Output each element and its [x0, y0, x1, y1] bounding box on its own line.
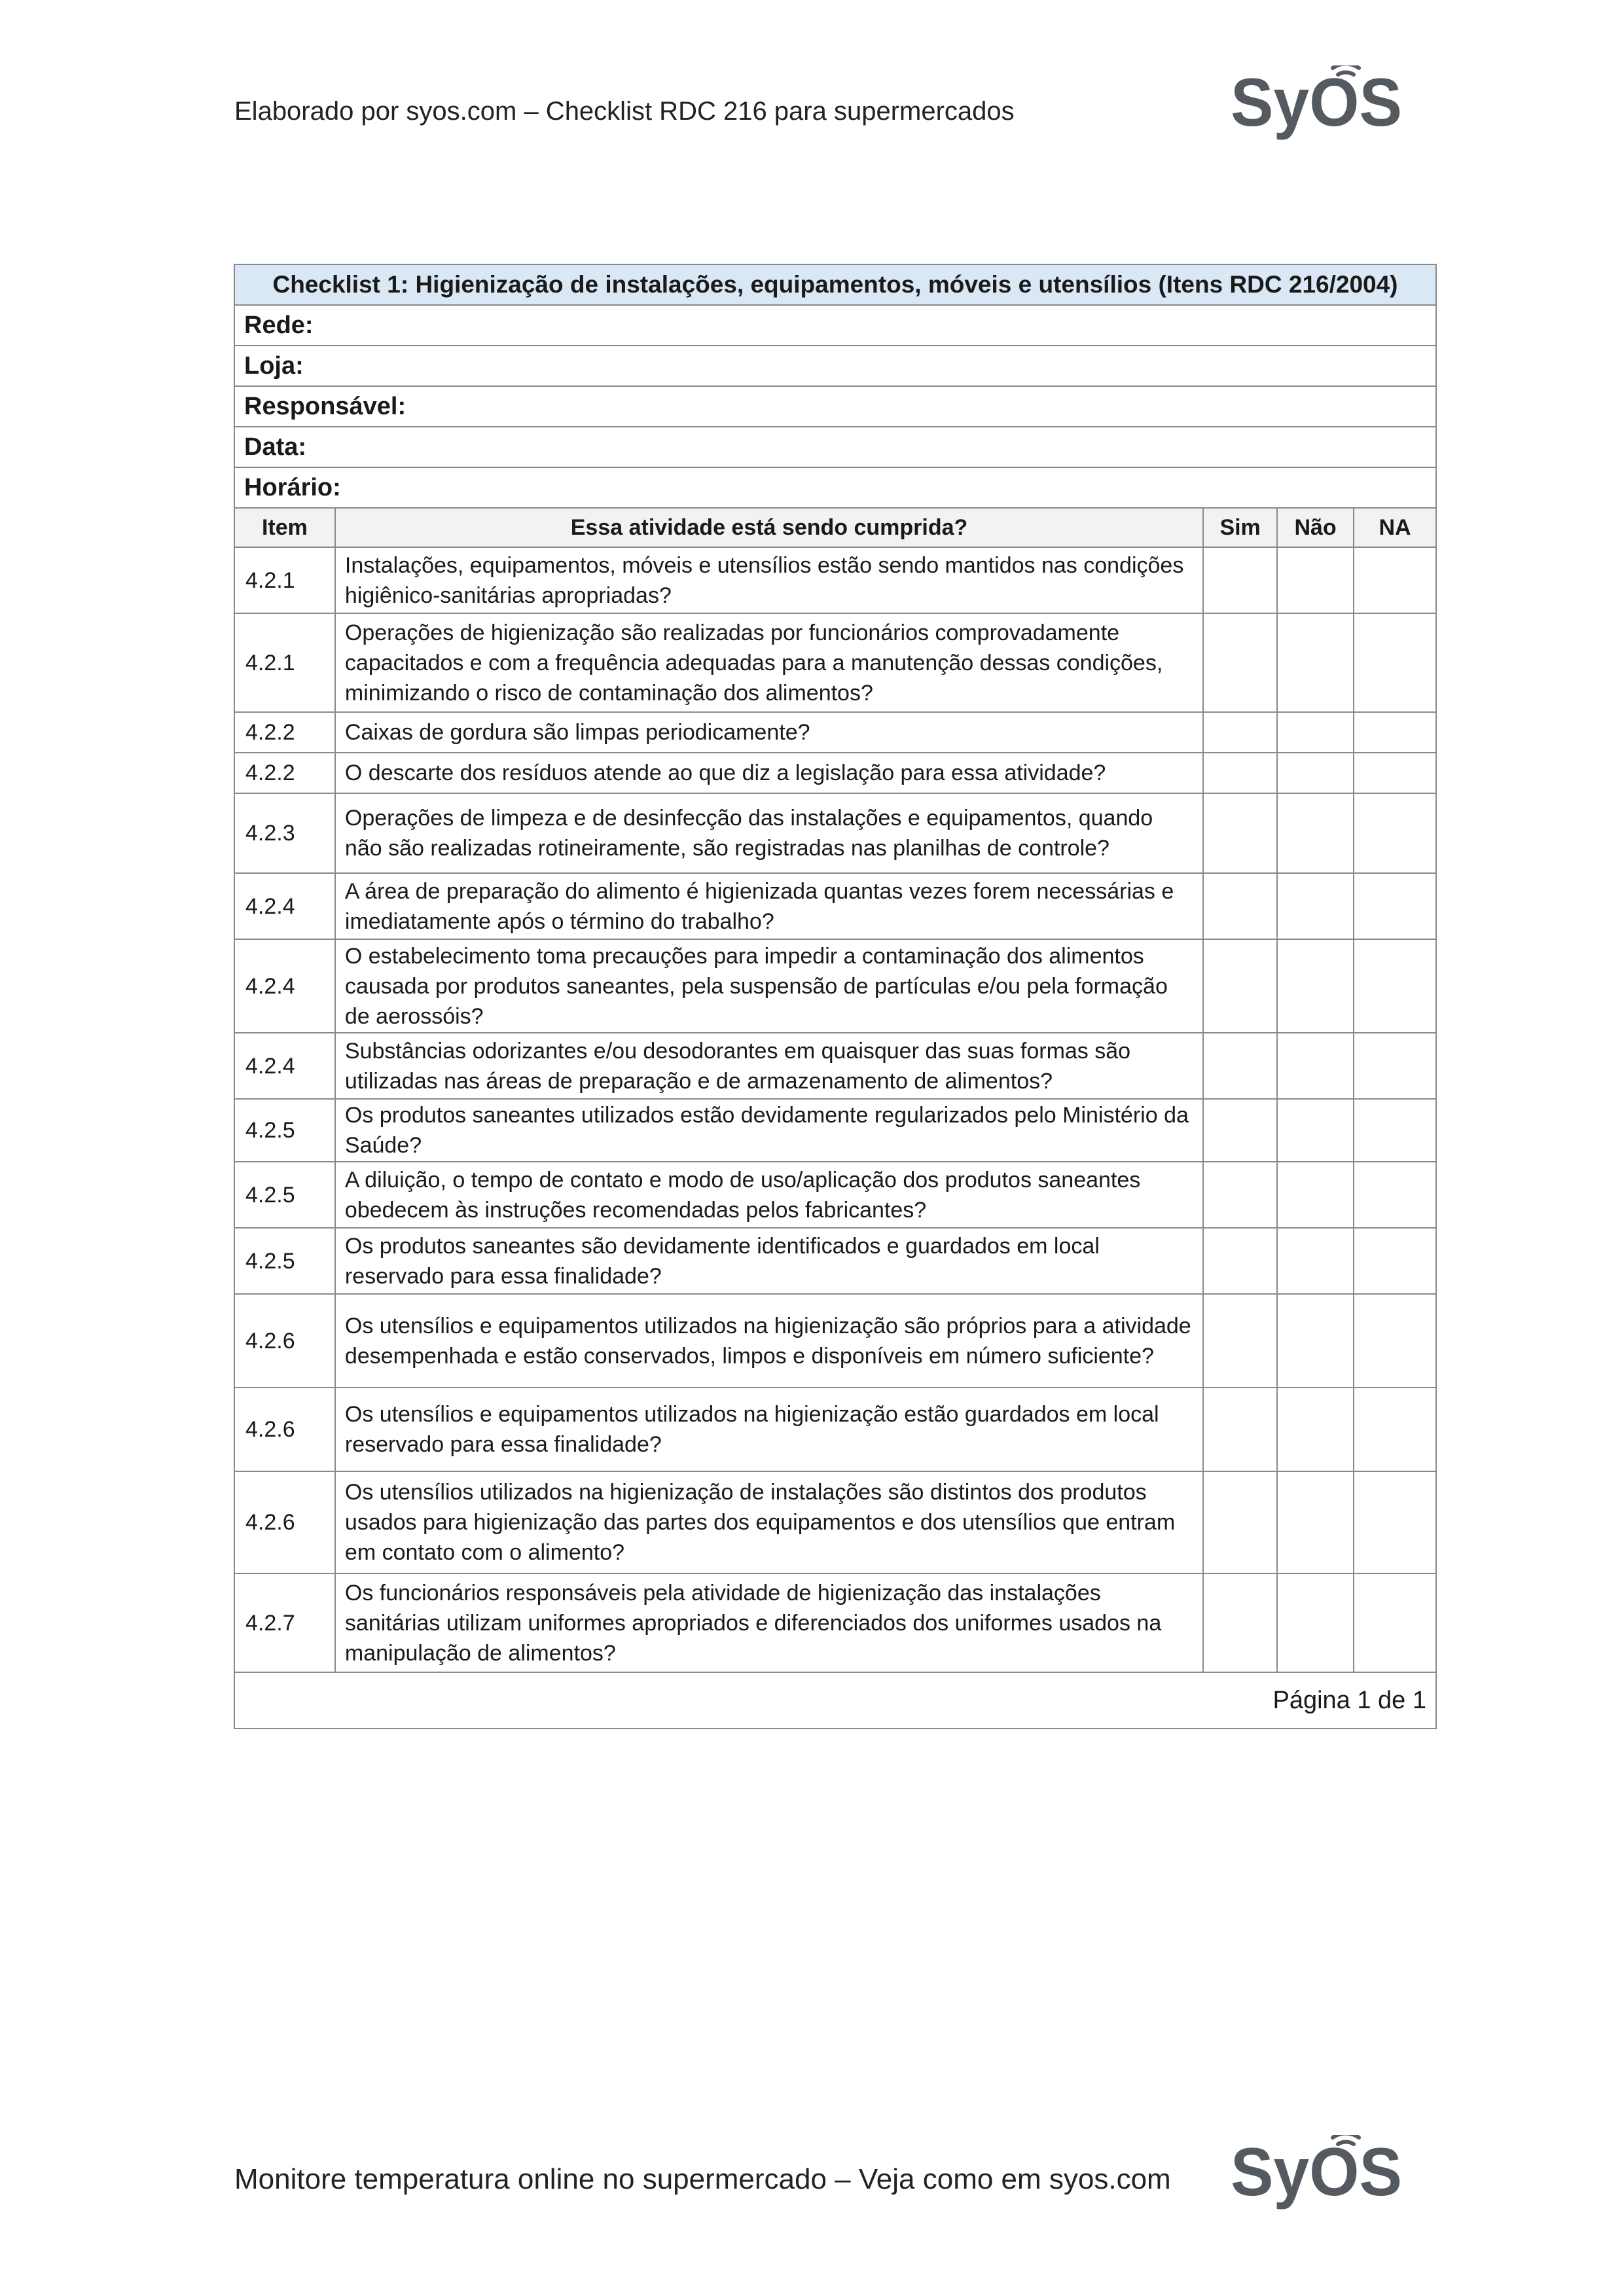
item-question: O descarte dos resíduos atende ao que diz a legislação para essa atividade? [335, 753, 1203, 793]
item-question: Operações de limpeza e de desinfecção das instalações e equipamentos, quando não são realizadas rotineiramente, são registradas nas planilhas de controle? [335, 793, 1203, 873]
field-loja[interactable]: Loja: [234, 346, 1436, 386]
col-item-header: Item [234, 508, 335, 547]
item-question: Os utensílios e equipamentos utilizados na higienização estão guardados em local reservado para essa finalidade? [335, 1388, 1203, 1471]
answer-cell-na[interactable] [1354, 712, 1436, 753]
answer-cell-sim[interactable] [1203, 1162, 1277, 1228]
table-row [234, 753, 1436, 793]
answer-cell-nao[interactable] [1277, 873, 1354, 939]
field-data[interactable]: Data: [234, 427, 1436, 467]
page-number-row [234, 1672, 1436, 1729]
answer-cell-sim[interactable] [1203, 939, 1277, 1033]
answer-cell-sim[interactable] [1203, 547, 1277, 613]
table-row [234, 547, 1436, 613]
footer-text: Monitore temperatura online no supermercado – Veja como em syos.com [234, 2163, 1171, 2195]
answer-cell-nao[interactable] [1277, 1388, 1354, 1471]
answer-cell-na[interactable] [1354, 1388, 1436, 1471]
item-question: Caixas de gordura são limpas periodicamente? [335, 712, 1203, 753]
table-row [234, 1099, 1436, 1162]
answer-cell-na[interactable] [1354, 547, 1436, 613]
answer-cell-nao[interactable] [1277, 1573, 1354, 1672]
answer-cell-nao[interactable] [1277, 1294, 1354, 1388]
table-row [234, 873, 1436, 939]
item-question: A área de preparação do alimento é higienizada quantas vezes forem necessárias e imediatamente após o término do trabalho? [335, 873, 1203, 939]
table-row [234, 1573, 1436, 1672]
col-nao-header: Não [1277, 508, 1354, 547]
answer-cell-na[interactable] [1354, 939, 1436, 1033]
answer-cell-sim[interactable] [1203, 1388, 1277, 1471]
answer-cell-na[interactable] [1354, 753, 1436, 793]
answer-cell-na[interactable] [1354, 1294, 1436, 1388]
answer-cell-sim[interactable] [1203, 1471, 1277, 1573]
item-code: 4.2.4 [234, 1033, 335, 1099]
item-code: 4.2.6 [234, 1471, 335, 1573]
table-row [234, 1471, 1436, 1573]
answer-cell-na[interactable] [1354, 793, 1436, 873]
answer-cell-nao[interactable] [1277, 1099, 1354, 1162]
checklist-table [234, 264, 1437, 1729]
field-row-responsavel [234, 386, 1436, 427]
item-question: Os utensílios utilizados na higienização de instalações são distintos dos produtos usados para higienização das partes dos equipamentos e dos utensílios que entram em contato com o alimento? [335, 1471, 1203, 1573]
item-code: 4.2.2 [234, 753, 335, 793]
answer-cell-sim[interactable] [1203, 613, 1277, 712]
item-code: 4.2.2 [234, 712, 335, 753]
item-code: 4.2.5 [234, 1228, 335, 1294]
table-row [234, 1162, 1436, 1228]
table-row [234, 939, 1436, 1033]
item-code: 4.2.3 [234, 793, 335, 873]
answer-cell-sim[interactable] [1203, 1099, 1277, 1162]
item-question: Os produtos saneantes utilizados estão devidamente regularizados pelo Ministério da Saúde? [335, 1099, 1203, 1162]
logo-text: SyOS [1231, 65, 1402, 141]
item-code: 4.2.1 [234, 613, 335, 712]
answer-cell-nao[interactable] [1277, 1162, 1354, 1228]
table-row [234, 1033, 1436, 1099]
table-row [234, 613, 1436, 712]
table-row [234, 1388, 1436, 1471]
answer-cell-na[interactable] [1354, 873, 1436, 939]
answer-cell-na[interactable] [1354, 1162, 1436, 1228]
answer-cell-na[interactable] [1354, 1099, 1436, 1162]
answer-cell-nao[interactable] [1277, 613, 1354, 712]
answer-cell-nao[interactable] [1277, 753, 1354, 793]
checklist-title-row [234, 264, 1436, 305]
answer-cell-sim[interactable] [1203, 1573, 1277, 1672]
page-number: Página 1 de 1 [234, 1672, 1436, 1729]
answer-cell-na[interactable] [1354, 1471, 1436, 1573]
answer-cell-sim[interactable] [1203, 1294, 1277, 1388]
field-horario[interactable]: Horário: [234, 467, 1436, 508]
item-question: Os produtos saneantes são devidamente identificados e guardados em local reservado para essa finalidade? [335, 1228, 1203, 1294]
field-row-horario [234, 467, 1436, 508]
answer-cell-nao[interactable] [1277, 1033, 1354, 1099]
column-header-row [234, 508, 1436, 547]
table-row [234, 1228, 1436, 1294]
answer-cell-nao[interactable] [1277, 1471, 1354, 1573]
item-code: 4.2.5 [234, 1162, 335, 1228]
item-question: Os funcionários responsáveis pela atividade de higienização das instalações sanitárias utilizam uniformes apropriados e diferenciados dos uniformes usados na manipulação de alimentos? [335, 1573, 1203, 1672]
answer-cell-na[interactable] [1354, 1033, 1436, 1099]
header-text: Elaborado por syos.com – Checklist RDC 216 para supermercados [234, 97, 1015, 126]
item-question: A diluição, o tempo de contato e modo de uso/aplicação dos produtos saneantes obedecem às instruções recomendadas pelos fabricantes? [335, 1162, 1203, 1228]
answer-cell-sim[interactable] [1203, 753, 1277, 793]
table-row [234, 793, 1436, 873]
item-code: 4.2.1 [234, 547, 335, 613]
item-code: 4.2.4 [234, 873, 335, 939]
syos-logo-footer [1231, 2135, 1407, 2214]
col-sim-header: Sim [1203, 508, 1277, 547]
item-code: 4.2.7 [234, 1573, 335, 1672]
item-code: 4.2.6 [234, 1388, 335, 1471]
item-code: 4.2.4 [234, 939, 335, 1033]
answer-cell-sim[interactable] [1203, 712, 1277, 753]
answer-cell-nao[interactable] [1277, 1228, 1354, 1294]
logo-text: SyOS [1231, 2135, 1402, 2210]
answer-cell-sim[interactable] [1203, 1228, 1277, 1294]
answer-cell-nao[interactable] [1277, 712, 1354, 753]
item-question: Os utensílios e equipamentos utilizados na higienização são próprios para a atividade desempenhada e estão conservados, limpos e disponíveis em número suficiente? [335, 1294, 1203, 1388]
field-rede[interactable]: Rede: [234, 305, 1436, 346]
col-na-header: NA [1354, 508, 1436, 547]
table-row [234, 1294, 1436, 1388]
syos-logo [1231, 65, 1407, 144]
field-row-rede [234, 305, 1436, 346]
item-code: 4.2.5 [234, 1099, 335, 1162]
item-question: O estabelecimento toma precauções para impedir a contaminação dos alimentos causada por produtos saneantes, pela suspensão de partículas e/ou pela formação de aerossóis? [335, 939, 1203, 1033]
item-question: Substâncias odorizantes e/ou desodorantes em quaisquer das suas formas são utilizadas nas áreas de preparação e de armazenamento de alimentos? [335, 1033, 1203, 1099]
col-question-header: Essa atividade está sendo cumprida? [335, 508, 1203, 547]
field-row-data [234, 427, 1436, 467]
answer-cell-nao[interactable] [1277, 547, 1354, 613]
field-row-loja [234, 346, 1436, 386]
checklist-title: Checklist 1: Higienização de instalações, equipamentos, móveis e utensílios (Itens RDC 216/2004) [234, 264, 1436, 305]
answer-cell-sim[interactable] [1203, 873, 1277, 939]
answer-cell-na[interactable] [1354, 1228, 1436, 1294]
answer-cell-sim[interactable] [1203, 1033, 1277, 1099]
answer-cell-na[interactable] [1354, 1573, 1436, 1672]
item-question: Operações de higienização são realizadas por funcionários comprovadamente capacitados e com a frequência adequadas para a manutenção dessas condições, minimizando o risco de contaminação dos alimentos? [335, 613, 1203, 712]
answer-cell-nao[interactable] [1277, 939, 1354, 1033]
answer-cell-na[interactable] [1354, 613, 1436, 712]
answer-cell-sim[interactable] [1203, 793, 1277, 873]
answer-cell-nao[interactable] [1277, 793, 1354, 873]
field-responsavel[interactable]: Responsável: [234, 386, 1436, 427]
table-row [234, 712, 1436, 753]
item-question: Instalações, equipamentos, móveis e utensílios estão sendo mantidos nas condições higiênico-sanitárias apropriadas? [335, 547, 1203, 613]
item-code: 4.2.6 [234, 1294, 335, 1388]
